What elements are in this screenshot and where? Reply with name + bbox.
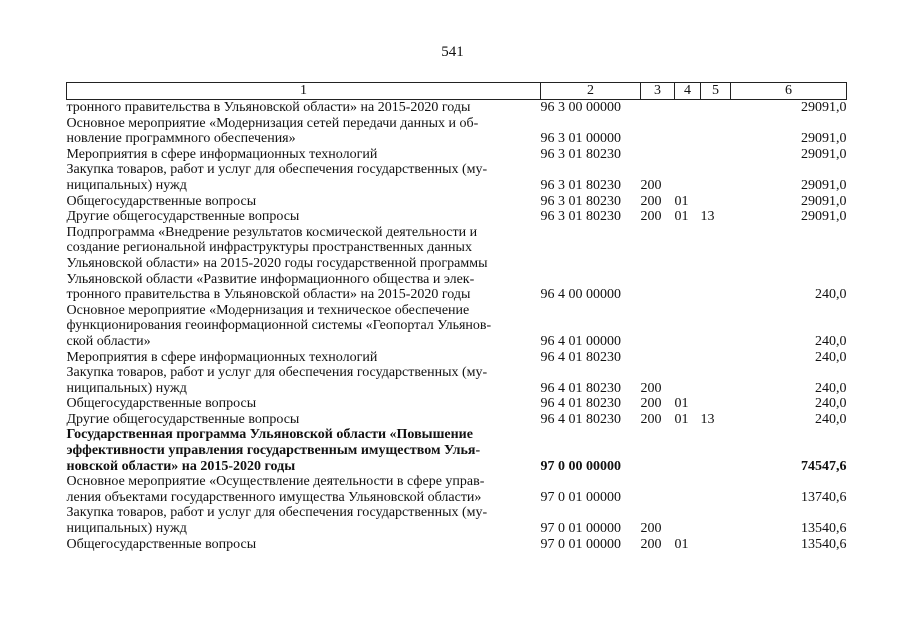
row-sum: 13540,6	[801, 536, 847, 552]
row-code: 97 0 00 00000	[540, 458, 621, 474]
row-sum: 240,0	[815, 287, 847, 303]
table-row	[67, 396, 847, 412]
column-header-2: 2	[541, 83, 641, 100]
table-row	[67, 474, 847, 505]
row-name	[67, 537, 541, 553]
table-row	[67, 427, 847, 474]
row-name-line: ниципальных) нужд	[66, 177, 187, 193]
row-section: 01	[674, 193, 689, 209]
row-name	[67, 116, 541, 147]
row-name-line: Государственная программа Ульяновской области «Повышение	[66, 427, 473, 443]
row-subsection	[701, 427, 731, 474]
row-expense-type	[641, 303, 675, 350]
row-subsection	[701, 225, 731, 303]
row-sum: 29091,0	[801, 131, 847, 147]
row-code: 96 3 00 00000	[540, 100, 621, 115]
row-name	[67, 412, 541, 428]
table-row	[67, 350, 847, 366]
row-section	[675, 474, 701, 505]
table-row	[67, 412, 847, 428]
table-row	[67, 365, 847, 396]
column-header-1: 1	[67, 83, 541, 100]
table-row	[67, 225, 847, 303]
row-name-line: ской области»	[66, 333, 151, 349]
row-expense-type: 200	[640, 177, 662, 193]
row-section	[675, 100, 701, 116]
row-expense-type	[641, 116, 675, 147]
row-expense-type: 200	[640, 380, 662, 396]
table-row	[67, 505, 847, 536]
table-row	[67, 194, 847, 210]
row-sum: 240,0	[815, 396, 847, 412]
row-name-line: Мероприятия в сфере информационных технологий	[66, 349, 378, 365]
row-subsection	[701, 194, 731, 210]
row-name-line: Другие общегосударственные вопросы	[66, 209, 300, 225]
row-subsection	[701, 505, 731, 536]
row-name	[67, 303, 541, 350]
row-name-line: новление программного обеспечения»	[66, 131, 296, 147]
row-expense-type: 200	[640, 193, 662, 209]
row-name-line: новской области» на 2015-2020 годы	[66, 458, 296, 474]
row-sum: 74547,6	[801, 458, 847, 474]
row-code: 97 0 01 00000	[540, 489, 621, 505]
row-name-line: Ульяновской области «Развитие информационного общества и элек-	[66, 271, 475, 287]
row-code: 96 3 01 80230	[540, 209, 621, 225]
row-code: 96 3 01 80230	[540, 193, 621, 209]
row-code: 96 4 01 80230	[540, 349, 621, 365]
row-expense-type	[641, 147, 675, 163]
row-sum: 13740,6	[801, 489, 847, 505]
row-name-line: ления объектами государственного имущества Ульяновской области»	[66, 489, 482, 505]
row-code: 96 3 01 80230	[540, 177, 621, 193]
row-section	[675, 116, 701, 147]
row-subsection	[701, 116, 731, 147]
row-section	[675, 147, 701, 163]
row-sum: 29091,0	[801, 100, 847, 115]
row-name-line: Общегосударственные вопросы	[66, 193, 257, 209]
table-row	[67, 162, 847, 193]
row-code: 96 4 00 00000	[540, 287, 621, 303]
row-sum: 240,0	[815, 349, 847, 365]
row-expense-type	[641, 350, 675, 366]
row-expense-type: 200	[640, 209, 662, 225]
row-sum: 29091,0	[801, 193, 847, 209]
row-name	[67, 365, 541, 396]
row-name-line: ниципальных) нужд	[66, 521, 187, 537]
row-name	[67, 474, 541, 505]
column-header-4: 4	[675, 83, 701, 100]
row-sum: 240,0	[815, 333, 847, 349]
row-name	[67, 194, 541, 210]
row-sum: 29091,0	[801, 209, 847, 225]
row-name-line: Общегосударственные вопросы	[66, 396, 257, 412]
table-row	[67, 147, 847, 163]
page-number: 541	[441, 44, 464, 60]
row-name-line: ниципальных) нужд	[66, 380, 187, 396]
table-header	[67, 83, 847, 100]
row-subsection	[701, 350, 731, 366]
row-name-line: создание региональной инфраструктуры пространственных данных	[66, 240, 472, 256]
row-expense-type	[641, 427, 675, 474]
row-section: 01	[674, 536, 689, 552]
row-name-line: тронного правительства в Ульяновской области» на 2015-2020 годы	[66, 287, 471, 303]
row-section: 01	[674, 411, 689, 427]
row-name-line: Общегосударственные вопросы	[66, 536, 257, 552]
row-name	[67, 162, 541, 193]
row-expense-type	[641, 100, 675, 116]
row-name-line: Другие общегосударственные вопросы	[66, 411, 300, 427]
header-row	[67, 83, 847, 100]
row-subsection: 13	[700, 411, 715, 427]
table-row	[67, 537, 847, 553]
table-row	[67, 116, 847, 147]
row-expense-type: 200	[640, 521, 662, 537]
row-name	[67, 350, 541, 366]
table-row	[67, 209, 847, 225]
row-subsection	[701, 147, 731, 163]
row-name-line: Мероприятия в сфере информационных технологий	[66, 146, 378, 162]
row-code: 96 3 01 80230	[540, 146, 621, 162]
column-header-3: 3	[641, 83, 675, 100]
table-row	[67, 303, 847, 350]
row-name-line: Закупка товаров, работ и услуг для обеспечения государственных (му-	[66, 365, 488, 381]
row-expense-type: 200	[640, 396, 662, 412]
table-row	[67, 100, 847, 116]
row-section	[675, 350, 701, 366]
row-subsection	[701, 396, 731, 412]
row-name-line: тронного правительства в Ульяновской области» на 2015-2020 годы	[66, 100, 471, 115]
column-header-6: 6	[731, 83, 847, 100]
row-code: 97 0 01 00000	[540, 536, 621, 552]
row-code: 96 4 01 80230	[540, 396, 621, 412]
row-section: 01	[674, 209, 689, 225]
row-code: 96 3 01 00000	[540, 131, 621, 147]
row-section	[675, 303, 701, 350]
row-section	[675, 225, 701, 303]
row-expense-type: 200	[640, 411, 662, 427]
row-code: 96 4 01 80230	[540, 380, 621, 396]
row-name	[67, 505, 541, 536]
table-body	[67, 100, 847, 553]
row-sum: 29091,0	[801, 177, 847, 193]
row-name-line: функционирования геоинформационной системы «Геопортал Ульянов-	[66, 318, 492, 334]
row-name	[67, 147, 541, 163]
row-expense-type	[641, 225, 675, 303]
budget-table	[66, 82, 847, 552]
row-name	[67, 209, 541, 225]
row-sum: 240,0	[815, 411, 847, 427]
row-section	[675, 427, 701, 474]
row-subsection	[701, 365, 731, 396]
row-sum: 13540,6	[801, 521, 847, 537]
row-name	[67, 396, 541, 412]
row-name	[67, 225, 541, 303]
row-subsection	[701, 474, 731, 505]
column-header-5: 5	[701, 83, 731, 100]
row-subsection	[701, 303, 731, 350]
row-subsection	[701, 162, 731, 193]
row-subsection	[701, 100, 731, 116]
row-code: 97 0 01 00000	[540, 521, 621, 537]
row-sum: 29091,0	[801, 146, 847, 162]
row-name	[67, 427, 541, 474]
row-name-line: Закупка товаров, работ и услуг для обеспечения государственных (му-	[66, 505, 488, 521]
row-name-line: Ульяновской области» на 2015-2020 годы государственной программы	[66, 255, 488, 271]
row-name-line: эффективности управления государственным имуществом Улья-	[66, 443, 481, 459]
row-section	[675, 505, 701, 536]
row-name-line: Основное мероприятие «Осуществление деятельности в сфере управ-	[66, 474, 485, 490]
row-name	[67, 100, 541, 116]
row-name-line: Подпрограмма «Внедрение результатов космической деятельности и	[66, 224, 478, 240]
row-section: 01	[674, 396, 689, 412]
row-name-line: Закупка товаров, работ и услуг для обеспечения государственных (му-	[66, 162, 488, 178]
row-sum: 240,0	[815, 380, 847, 396]
row-subsection	[701, 537, 731, 553]
row-expense-type	[641, 474, 675, 505]
row-code: 96 4 01 80230	[540, 411, 621, 427]
row-name-line: Основное мероприятие «Модернизация сетей передачи данных и об-	[66, 115, 479, 131]
row-section	[675, 365, 701, 396]
row-expense-type: 200	[640, 536, 662, 552]
row-subsection: 13	[700, 209, 715, 225]
row-name-line: Основное мероприятие «Модернизация и техническое обеспечение	[66, 302, 470, 318]
row-section	[675, 162, 701, 193]
row-code: 96 4 01 00000	[540, 333, 621, 349]
